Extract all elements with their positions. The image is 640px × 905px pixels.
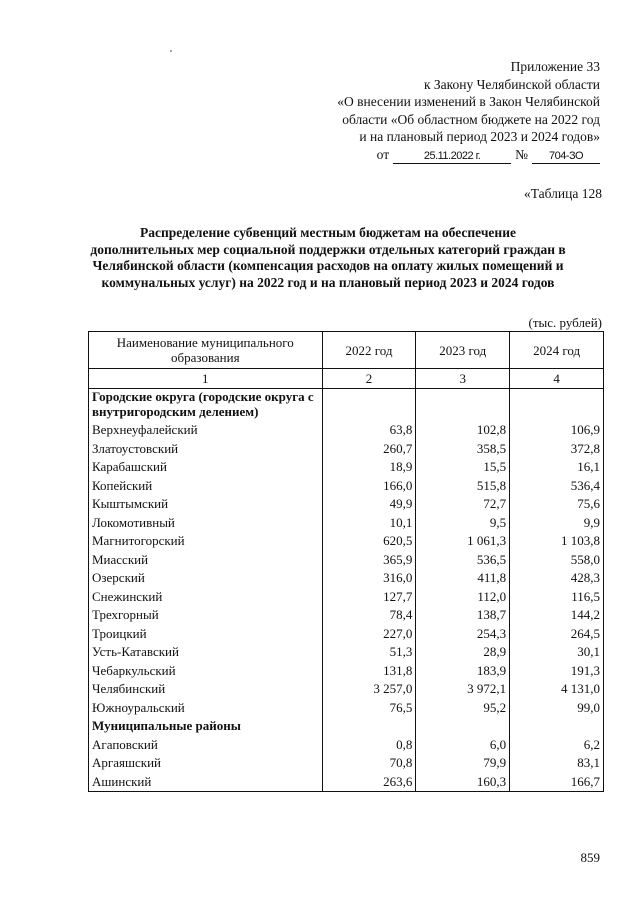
column-index: 1 [89,369,323,389]
table-row [89,735,604,754]
value-2023: 1 061,3 [416,532,510,551]
appendix-header [300,58,600,164]
value-2024: 9,9 [510,513,604,532]
value-2022: 166,0 [322,476,416,495]
column-header-name: Наименование муниципального образования [89,332,323,369]
value-2024: 6,2 [510,735,604,754]
table-row [89,772,604,791]
document-title: Распределение субвенций местным бюджетам на обеспечение дополнительных мер социальной поддержки отдельных категорий граждан в Челябинской области (компенсация расходов на оплату жилых помещений и коммунальных услуг) на 2022 год и на плановый период 2023 и 2024 годов [90,225,566,290]
value-2022: 3 257,0 [322,680,416,699]
table-row [89,439,604,458]
header-line: области «Об областном бюджете на 2022 год [342,111,600,127]
value-2022: 127,7 [322,587,416,606]
value-2023: 102,8 [416,421,510,440]
municipality-name: Агаповский [89,735,323,754]
value-2024: 264,5 [510,624,604,643]
units-label: (тыс. рублей) [528,315,602,330]
municipality-name: Ашинский [89,772,323,791]
municipality-name: Трехгорный [89,606,323,625]
value-2024: 428,3 [510,569,604,588]
value-2023: 358,5 [416,439,510,458]
municipality-name: Миасский [89,550,323,569]
column-index-row [89,369,604,389]
municipality-name: Челябинский [89,680,323,699]
municipality-name: Южноуральский [89,698,323,717]
table-body [89,388,604,791]
table-label: «Таблица 128 [524,186,602,201]
value-2024: 536,4 [510,476,604,495]
table-row [89,550,604,569]
table-row [89,661,604,680]
value-2023: 536,5 [416,550,510,569]
number-prefix: № [515,146,528,162]
value-2023: 112,0 [416,587,510,606]
empty-cell [416,388,510,421]
date-number-line [300,146,600,164]
table-row [89,698,604,717]
municipality-name: Троицкий [89,624,323,643]
value-2022: 620,5 [322,532,416,551]
municipality-name: Снежинский [89,587,323,606]
value-2023: 28,9 [416,643,510,662]
header-line: Приложение 33 [510,59,600,74]
table-row [89,421,604,440]
empty-cell [322,388,416,421]
municipality-name: Карабашский [89,458,323,477]
value-2024: 106,9 [510,421,604,440]
table-row [89,624,604,643]
value-2023: 160,3 [416,772,510,791]
value-2022: 51,3 [322,643,416,662]
value-2022: 49,9 [322,495,416,514]
table-row [89,680,604,699]
value-2022: 10,1 [322,513,416,532]
empty-cell [416,717,510,736]
municipality-name: Усть-Катавский [89,643,323,662]
value-2022: 131,8 [322,661,416,680]
value-2022: 227,0 [322,624,416,643]
empty-cell [510,717,604,736]
column-index: 2 [322,369,416,389]
value-2024: 372,8 [510,439,604,458]
column-header-2024: 2024 год [510,332,604,369]
municipality-name: Чебаркульский [89,661,323,680]
table-row [89,532,604,551]
municipality-name: Аргаяшский [89,754,323,773]
group-name: Муниципальные районы [89,717,323,736]
value-2023: 79,9 [416,754,510,773]
value-2024: 116,5 [510,587,604,606]
municipality-name: Златоустовский [89,439,323,458]
value-2022: 63,8 [322,421,416,440]
table-row [89,587,604,606]
date-field: 25.11.2022 г. [393,150,511,164]
value-2024: 166,7 [510,772,604,791]
table-row [89,569,604,588]
table-row [89,606,604,625]
value-2022: 70,8 [322,754,416,773]
value-2023: 411,8 [416,569,510,588]
municipality-name: Верхнеуфалейский [89,421,323,440]
table-row [89,754,604,773]
value-2024: 30,1 [510,643,604,662]
table-row [89,643,604,662]
page-number: 859 [580,850,600,865]
number-field: 704-ЗО [532,150,600,164]
header-line: и на плановый период 2023 и 2024 годов» [359,129,600,144]
value-2022: 316,0 [322,569,416,588]
value-2024: 4 131,0 [510,680,604,699]
value-2022: 18,9 [322,458,416,477]
table-header-row [89,332,604,369]
value-2023: 72,7 [416,495,510,514]
subvention-table [88,331,604,792]
value-2024: 16,1 [510,458,604,477]
value-2023: 15,5 [416,458,510,477]
group-name: Городские округа (городские округа с внутригородским делением) [89,388,323,421]
value-2024: 99,0 [510,698,604,717]
value-2022: 260,7 [322,439,416,458]
empty-cell [322,717,416,736]
scan-speck [170,50,172,52]
value-2023: 95,2 [416,698,510,717]
empty-cell [510,388,604,421]
value-2024: 558,0 [510,550,604,569]
value-2023: 183,9 [416,661,510,680]
value-2024: 1 103,8 [510,532,604,551]
value-2022: 76,5 [322,698,416,717]
value-2022: 78,4 [322,606,416,625]
value-2024: 83,1 [510,754,604,773]
header-line: к Закону Челябинской области [423,76,600,92]
table-row [89,495,604,514]
municipality-name: Магнитогорский [89,532,323,551]
column-header-2022: 2022 год [322,332,416,369]
column-header-2023: 2023 год [416,332,510,369]
value-2023: 515,8 [416,476,510,495]
value-2023: 6,0 [416,735,510,754]
municipality-name: Локомотивный [89,513,323,532]
group-row [89,388,604,421]
value-2022: 263,6 [322,772,416,791]
value-2023: 9,5 [416,513,510,532]
value-2022: 0,8 [322,735,416,754]
column-index: 4 [510,369,604,389]
column-index: 3 [416,369,510,389]
header-line: «О внесении изменений в Закон Челябинской [337,94,600,109]
date-prefix: от [376,146,390,162]
table-row [89,458,604,477]
group-row [89,717,604,736]
value-2022: 365,9 [322,550,416,569]
table-row [89,513,604,532]
value-2023: 3 972,1 [416,680,510,699]
municipality-name: Копейский [89,476,323,495]
table-row [89,476,604,495]
value-2024: 191,3 [510,661,604,680]
value-2023: 254,3 [416,624,510,643]
municipality-name: Кыштымский [89,495,323,514]
municipality-name: Озерский [89,569,323,588]
value-2024: 75,6 [510,495,604,514]
value-2023: 138,7 [416,606,510,625]
value-2024: 144,2 [510,606,604,625]
